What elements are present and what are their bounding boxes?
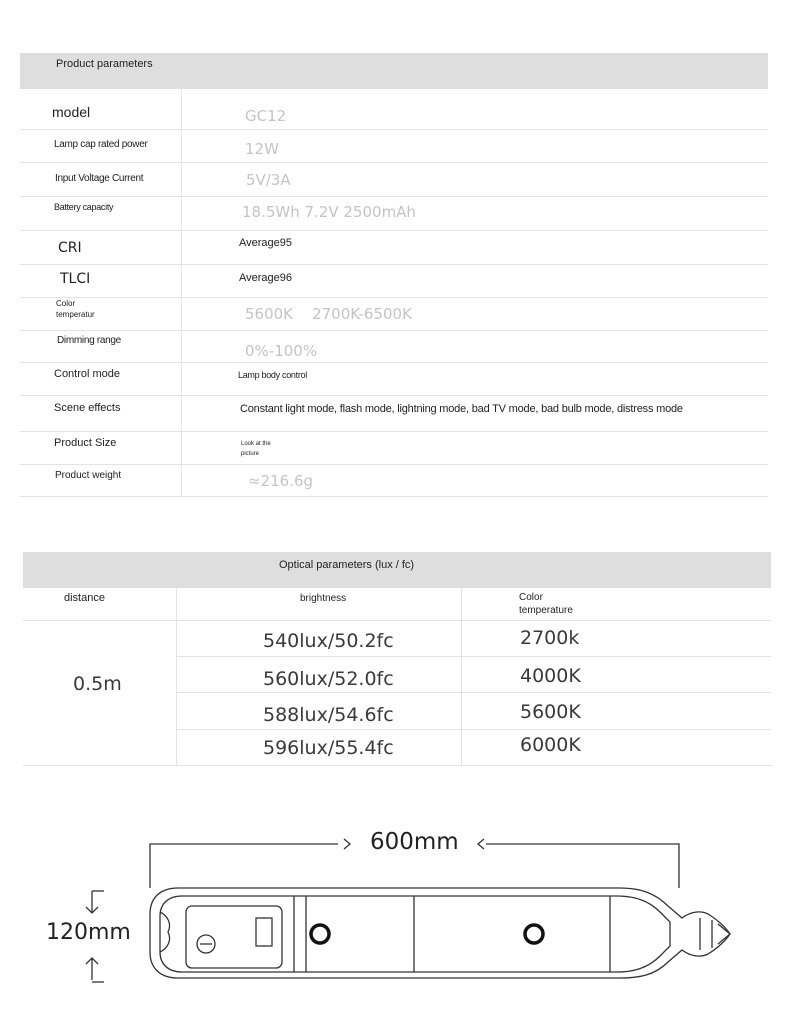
color-temperature-value: 4000K [520, 665, 581, 687]
param-value: 5600K 2700K-6500K [245, 305, 412, 323]
param-value: 18.5Wh 7.2V 2500mAh [242, 203, 416, 221]
dimension-line [150, 844, 338, 888]
arrow-left-icon [478, 839, 484, 849]
param-label: Color temperatur [56, 299, 95, 319]
color-temperature-value: 2700k [520, 627, 580, 649]
param-row-voltage [20, 163, 768, 197]
height-dimension-label: 120mm [46, 920, 131, 945]
brightness-value: 560lux/52.0fc [263, 668, 394, 690]
brightness-value: 588lux/54.6fc [263, 704, 394, 726]
param-label: Product Size [54, 437, 117, 449]
arrow-up-icon [86, 958, 98, 980]
band-divider [294, 896, 306, 972]
product-size-diagram [0, 820, 790, 1034]
brightness-value: 540lux/50.2fc [263, 630, 394, 652]
param-row-battery [20, 197, 768, 231]
param-label: CRI [58, 240, 82, 256]
color-temperature-value: 6000K [520, 734, 581, 756]
table-divider [176, 729, 771, 730]
table-divider [176, 692, 771, 693]
distance-value: 0.5m [73, 673, 122, 695]
param-row-power [20, 130, 768, 163]
param-label: Product weight [55, 470, 122, 481]
brightness-value: 596lux/55.4fc [263, 737, 394, 759]
param-value: 5V/3A [246, 171, 291, 189]
mounting-hole [525, 925, 543, 943]
param-row-dimming [20, 331, 768, 363]
param-row-tlci [20, 265, 768, 298]
param-label: model [52, 104, 91, 120]
table-divider [23, 620, 771, 621]
table-divider [461, 588, 462, 765]
param-value: 0%-100% [245, 342, 318, 360]
param-value: Lamp body control [238, 370, 307, 380]
param-label: Scene effects [54, 402, 121, 414]
display-screen [256, 918, 272, 946]
param-label: Lamp cap rated power [54, 139, 148, 150]
param-label: Dimming range [57, 335, 121, 346]
length-dimension-label: 600mm [370, 829, 459, 855]
product-parameters-header [20, 53, 768, 89]
param-label: Battery capacity [54, 202, 114, 212]
param-row-color-temperature [20, 298, 768, 331]
param-row-cri [20, 231, 768, 265]
param-value: Look at the picture [241, 441, 271, 457]
column-header-brightness: brightness [300, 593, 347, 604]
light-body-inner [160, 896, 670, 972]
param-label: Control mode [54, 368, 121, 380]
mounting-hole [311, 925, 329, 943]
optical-parameters-title: Optical parameters (lux / fc) [279, 559, 415, 571]
param-row-product-size [20, 432, 768, 465]
product-parameters-title: Product parameters [56, 58, 153, 70]
arrow-right-icon [344, 839, 350, 849]
param-label: TLCI [60, 271, 91, 287]
param-value: Average95 [239, 237, 293, 249]
column-header-color-temperature: Color temperature [519, 592, 573, 616]
param-row-model [20, 89, 768, 130]
color-temperature-value: 5600K [520, 701, 581, 723]
param-row-scene-effects [20, 396, 768, 432]
dimension-line [486, 844, 679, 888]
param-value: GC12 [245, 107, 287, 125]
arrow-down-icon [86, 891, 98, 913]
light-body-outline [150, 888, 730, 978]
table-divider [176, 588, 177, 765]
param-row-control-mode [20, 363, 768, 396]
param-row-product-weight [20, 465, 768, 497]
param-value: Constant light mode, flash mode, lightning mode, bad TV mode, bad bulb mode, distress mode [240, 403, 683, 415]
table-divider [23, 765, 773, 766]
param-value: ≈216.6g [248, 472, 314, 490]
optical-parameters-header [23, 552, 771, 588]
column-header-distance: distance [64, 592, 105, 604]
param-value: Average96 [239, 272, 293, 284]
param-label: Input Voltage Current [55, 173, 144, 184]
param-value: 12W [245, 140, 279, 158]
table-divider [176, 656, 771, 657]
